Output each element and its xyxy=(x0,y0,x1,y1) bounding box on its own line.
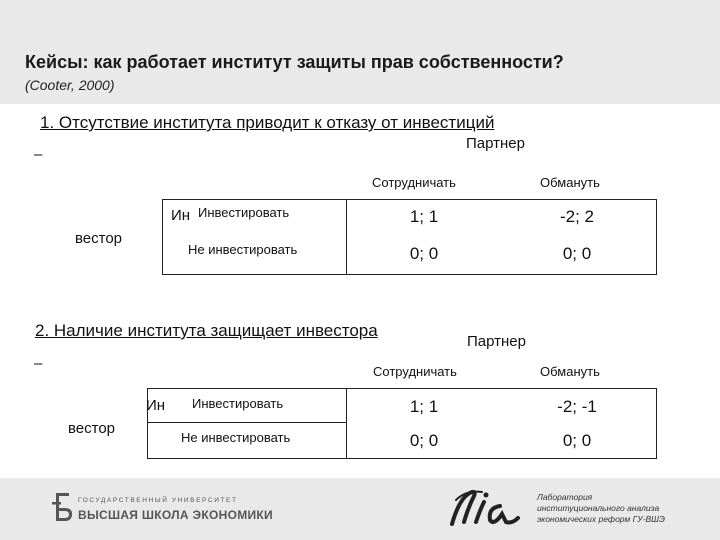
lab-caption-line: Лаборатория xyxy=(537,492,593,502)
case2-row-not-invest: Не инвестировать xyxy=(181,430,291,445)
lab-caption xyxy=(537,492,665,525)
case1-investor-label-part1: Ин xyxy=(171,207,191,224)
case2-investor-label-part1: Ин xyxy=(146,397,166,414)
case1-investor-label-part2: вестор xyxy=(75,230,123,247)
case2-table-divider-v xyxy=(346,388,347,458)
case2-cell-invest-cheat: -2; -1 xyxy=(557,397,597,416)
case1-cell-invest-cheat: -2; 2 xyxy=(559,207,595,226)
case2-dash: – xyxy=(34,355,43,372)
case1-cell-notinvest-cooperate: 0; 0 xyxy=(409,244,439,263)
slide-title: Кейсы: как работает институт защиты прав собственности? xyxy=(25,52,564,72)
case1-partner-label: Партнер xyxy=(466,135,525,152)
case2-investor-label-part2: вестор xyxy=(68,420,116,437)
case1-row-invest: Инвестировать xyxy=(198,205,290,220)
case2-col-cooperate: Сотрудничать xyxy=(373,364,457,379)
case1-col-cheat: Обмануть xyxy=(540,175,600,190)
case2-heading: 2. Наличие института защищает инвестора xyxy=(35,321,378,340)
case1-table-divider xyxy=(346,199,347,274)
case2-row-invest: Инвестировать xyxy=(192,396,284,411)
slide-subtitle: (Cooter, 2000) xyxy=(25,77,115,93)
lab-logo-icon xyxy=(446,488,526,535)
case1-cell-invest-cooperate: 1; 1 xyxy=(409,207,439,226)
case1-row-not-invest: Не инвестировать xyxy=(188,242,298,257)
case2-cell-invest-cooperate: 1; 1 xyxy=(409,397,439,416)
case2-col-cheat: Обмануть xyxy=(540,364,600,379)
case2-cell-notinvest-cooperate: 0; 0 xyxy=(409,431,439,450)
hse-logo-top-text: ГОСУДАРСТВЕННЫЙ УНИВЕРСИТЕТ xyxy=(78,497,238,504)
case1-dash: – xyxy=(34,146,43,163)
hse-logo-icon xyxy=(50,490,74,529)
case1-col-cooperate: Сотрудничать xyxy=(372,175,456,190)
case1-heading: 1. Отсутствие института приводит к отказу от инвестиций xyxy=(40,113,495,132)
hse-logo-main-text: ВЫСШАЯ ШКОЛА ЭКОНОМИКИ xyxy=(78,508,273,522)
lab-caption-line: экономических реформ ГУ-ВШЭ xyxy=(537,514,665,524)
case2-table-divider-h xyxy=(147,422,347,423)
case2-cell-notinvest-cheat: 0; 0 xyxy=(562,431,592,450)
lab-caption-line: институционального анализа xyxy=(537,503,660,513)
case1-cell-notinvest-cheat: 0; 0 xyxy=(562,244,592,263)
case2-partner-label: Партнер xyxy=(467,333,526,350)
